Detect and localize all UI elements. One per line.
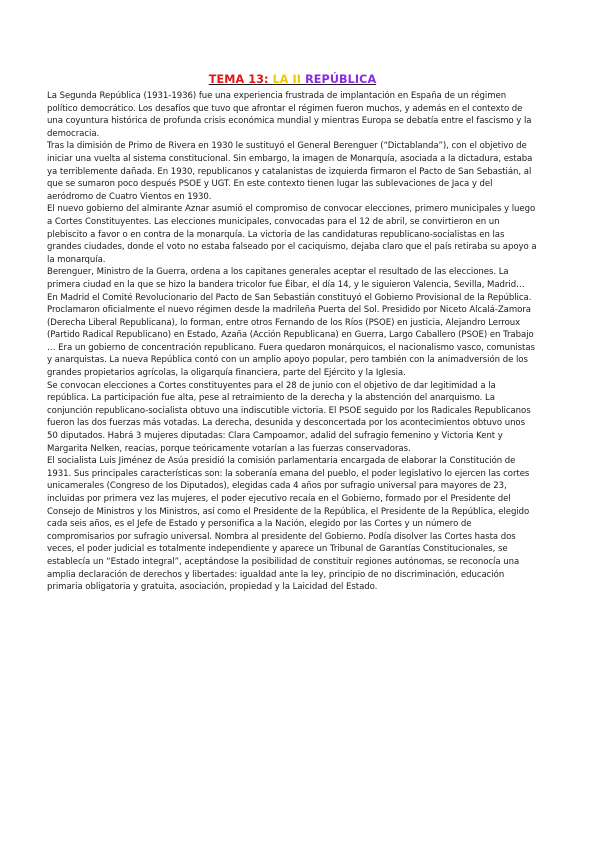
title-roman-numeral: LA II <box>272 73 306 86</box>
paragraph-constitucion-1931: El socialista Luis Jiménez de Asúa presidió la comisión parlamentaria encargada de elaborar la Constitución de 1931. Sus principales características son: la soberanía emana del pueblo, el poder legislativo lo ejercen las cortes unicamerales (Congreso de los Diputados), elegidas cada 4 años por sufragio universal para mayores de 23, incluidas por primera vez las mujeres, el poder ejecutivo recaía en el Gobierno, formado por el Presidente del Consejo de Ministros y los Ministros, así como el Presidente de la República, el Presidente de la República, elegido cada seis años, es el Jefe de Estado y personifica a la Nación, elegido por las Cortes y un número de compromisarios por sufragio universal. Nombra al presidente del Gobierno. Podía disolver las Cortes hasta dos veces, el poder judicial es totalmente independiente y aparece un Tribunal de Garantías Constitucionales, se establecía un “Estado integral”, aceptándose la posibilidad de constituir regiones autónomas, se reconocía una amplia declaración de derechos y libertades: igualdad ante la ley, principio de no discriminación, educación primaria obligatoria y gratuita, asociación, propiedad y la Laicidad del Estado. <box>47 456 530 593</box>
paragraph-proclamacion: Berenguer, Ministro de la Guerra, ordena a los capitanes generales aceptar el resultado de las elecciones. La primera ciudad en la que se hizo la bandera tricolor fue Éibar, el día 14, y le siguieron Valencia, Sevilla, Madrid… <box>47 267 525 290</box>
paragraph-gobierno-provisional: En Madrid el Comité Revolucionario del Pacto de San Sebastián constituyó el Gobierno Provisional de la República. Proclamaron oficialmente el nuevo régimen desde la madrileña Puerta del Sol. Presidido por Niceto Alcalá-Zamora (Derecha Liberal Republicana), lo forman, entre otros Fernando de los Ríos (PSOE) en justicia, Alejandro Lerroux (Partido Radical Republicano) en Estado, Azaña (Acción Republicana) en Guerra, Largo Caballero (PSOE) en Trabajo … Era un gobierno de concentración republicano. Fuera quedaron monárquicos, el nacionalismo vasco, comunistas y anarquistas. La nueva República contó con un amplio apoyo popular, pero también con la animadversión de los grandes propietarios agrícolas, la oligarquía financiera, parte del Ejército y la Iglesia. <box>47 292 535 379</box>
paragraph-fin-monarquia: Tras la dimisión de Primo de Rivera en 1930 le sustituyó el General Berenguer (“Dictablanda”), con el objetivo de iniciar una vuelta al sistema constitucional. Sin embargo, la imagen de Monarquía, asociada a la dictadura, estaba ya terriblemente dañada. En 1930, republicanos y catalanistas de izquierda firmaron el Pacto de San Sebastián, al que se sumaron poco después PSOE y UGT. En este contexto tienen lugar las sublevaciones de Jaca y del aeródromo de Cuatro Vientos en 1930. <box>47 141 533 202</box>
title-republica: REPÚBLICA <box>305 73 377 86</box>
paragraph-elecciones-municipales: El nuevo gobierno del almirante Aznar asumió el compromiso de convocar elecciones, primero municipales y luego a Cortes Constituyentes. Las elecciones municipales, convocadas para el 12 de abril, se convirtieron en un plebiscito a favor o en contra de la monarquía. La victoria de las candidaturas republicano-socialistas en las grandes ciudades, donde el voto no estaba falseado por el caciquismo, dejaba claro que el país retiraba su apoyo a la monarquía. <box>47 204 537 265</box>
paragraph-intro: La Segunda República (1931-1936) fue una experiencia frustrada de implantación en España de un régimen político democrático. Los desafíos que tuvo que afrontar el régimen fueron muchos, y además en el contexto de una coyuntura histórica de profunda crisis económica mundial y mientras Europa se debatía entre el fascismo y la democracia. <box>47 91 532 139</box>
title-topic-number: TEMA 13: <box>208 73 273 86</box>
page-title <box>47 72 538 88</box>
document-body <box>47 90 538 594</box>
paragraph-cortes-constituyentes: Se convocan elecciones a Cortes constituyentes para el 28 de junio con el objetivo de dar legitimidad a la república. La participación fue alta, pese al retraimiento de la derecha y la abstención del anarquismo. La conjunción republicano-socialista obtuvo una indiscutible victoria. El PSOE seguido por los Radicales Republicanos fueron las dos fuerzas más votadas. La derecha, desunida y desconcertada por los acontecimientos obtuvo unos 50 diputados. Habrá 3 mujeres diputadas: Clara Campoamor, adalid del sufragio femenino y Victoria Kent y Margarita Nelken, reacias, porque teóricamente votarían a las fuerzas conservadoras. <box>47 380 531 454</box>
